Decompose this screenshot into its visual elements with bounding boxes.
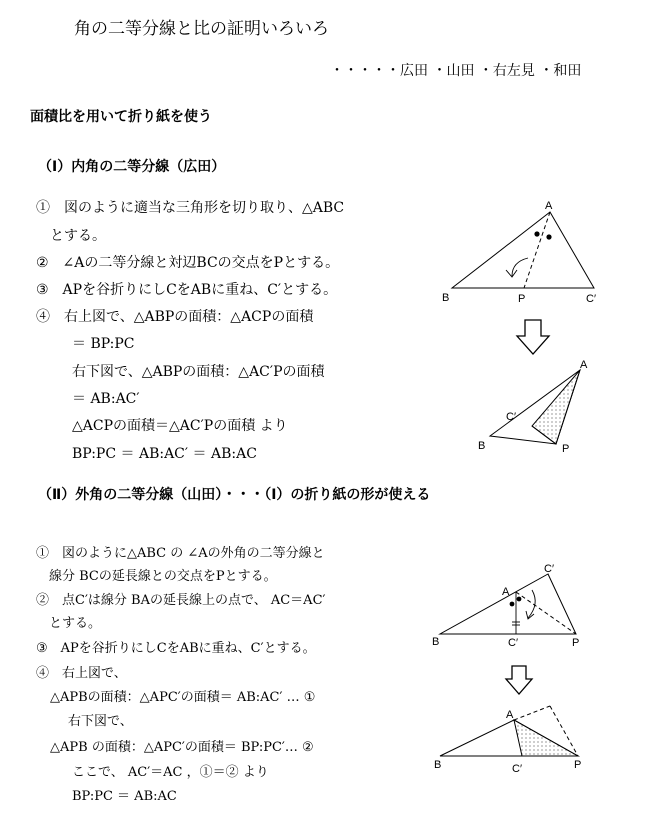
- label-a: A: [502, 586, 510, 598]
- part1-line: ＝ BP:PC: [72, 336, 135, 352]
- label-p: P: [572, 637, 580, 649]
- authors: ・・・・・広田 ・山田 ・右左見 ・和田: [330, 63, 582, 79]
- label-c-prime: C′: [506, 411, 517, 423]
- part2-line: △APB の面積：△APC′の面積＝ BP:PC′… ②: [50, 740, 314, 755]
- figure-inner-fold-top: [440, 198, 610, 308]
- label-c-prime-top: C′: [544, 563, 555, 575]
- part1-line: BP:PC ＝ AB:AC′ ＝ AB:AC: [72, 446, 257, 462]
- part2-line: ここで、 AC′＝AC ，①＝② より: [72, 765, 269, 780]
- figure-outer-fold-top: [428, 562, 608, 654]
- part2-line: ④ 右上図で、: [36, 666, 127, 681]
- label-b: B: [442, 292, 450, 304]
- label-p: P: [518, 293, 526, 305]
- part1-line: とする。: [36, 228, 106, 244]
- part1-line: ② ∠Aの二等分線と対辺BCの交点をPとする。: [36, 255, 340, 271]
- part2-line: BP:PC ＝ AB:AC: [72, 789, 177, 804]
- down-arrow-icon: [504, 664, 534, 696]
- part1-line: 右下図で、△ABPの面積：△AC′Pの面積: [72, 364, 325, 380]
- label-p: P: [574, 759, 582, 771]
- label-c-prime-bottom: C′: [508, 637, 519, 649]
- label-p: P: [562, 443, 570, 455]
- part2-line: 線分 BCの延長線との交点をPとする。: [36, 569, 277, 584]
- intro-heading: 面積比を用いて折り紙を使う: [30, 109, 212, 125]
- part2-line: ② 点C′は線分 BAの延長線上の点で、 AC＝AC′: [36, 593, 326, 608]
- down-arrow-icon: [515, 318, 551, 356]
- label-c-prime: C′: [512, 763, 523, 775]
- part1-line: ④ 右上図で、△ABPの面積：△ACPの面積: [36, 309, 314, 325]
- label-b: B: [432, 636, 440, 648]
- part1-line: △ACPの面積＝△AC′Pの面積 より: [72, 418, 288, 434]
- label-b: B: [434, 759, 442, 771]
- part2-heading: （Ⅱ）外角の二等分線（山田）・・・（Ⅰ）の折り紙の形が使える: [38, 487, 431, 503]
- part2-line: ① 図のように△ABC の ∠Aの外角の二等分線と: [36, 546, 325, 561]
- part2-line: ③ APを谷折りにしCをABに重ね、C′とする。: [36, 641, 316, 656]
- part1-heading: （Ⅰ）内角の二等分線（広田）: [38, 159, 226, 175]
- part1-line: ① 図のように適当な三角形を切り取り、△ABC: [36, 200, 345, 216]
- figure-outer-fold-bottom: [428, 700, 608, 780]
- label-b: B: [478, 440, 486, 452]
- figure-inner-fold-bottom: [470, 356, 620, 458]
- page-title: 角の二等分線と比の証明いろいろ: [74, 19, 329, 39]
- part1-line: ③ APを谷折りにしCをABに重ね、C′とする。: [36, 282, 338, 298]
- label-c-prime: C′: [586, 293, 597, 305]
- label-a: A: [580, 359, 588, 371]
- part2-line: とする。: [36, 616, 102, 631]
- label-a: A: [506, 709, 514, 721]
- part2-line: 右下図で、: [68, 714, 133, 729]
- part2-line: △APBの面積：△APC′の面積＝ AB:AC′ … ①: [50, 690, 316, 705]
- part1-line: ＝ AB:AC′: [72, 391, 140, 407]
- label-a: A: [545, 200, 553, 212]
